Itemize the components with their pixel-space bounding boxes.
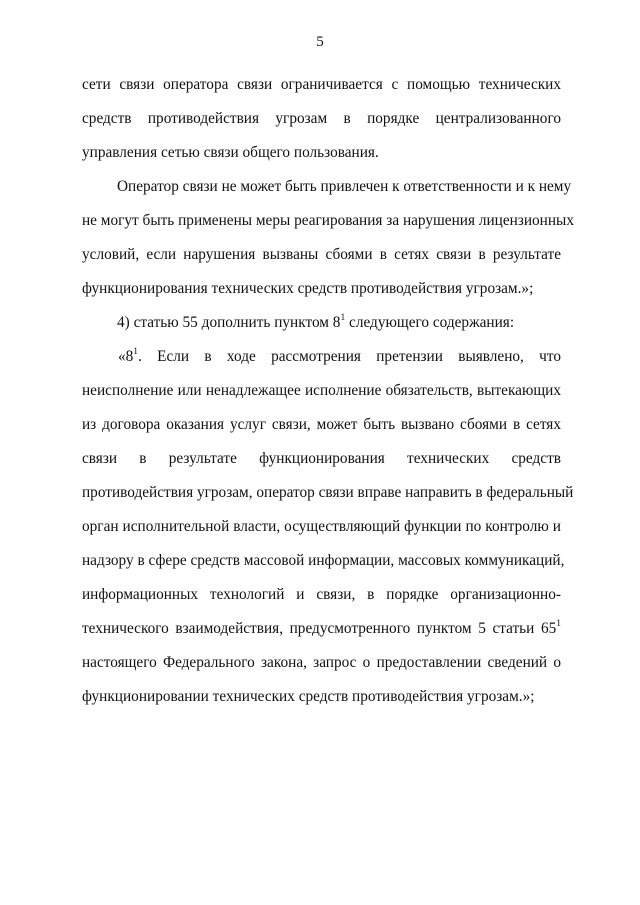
superscript: 1 <box>340 312 346 323</box>
text-line: управления сетью связи общего пользования. <box>82 144 379 161</box>
page-number: 5 <box>316 34 324 50</box>
text-segment: технического взаимодействия, предусмотренного пунктом 5 статьи 65 <box>82 620 557 637</box>
text-line: сети связи оператора связи ограничивается с помощью технических <box>82 76 561 93</box>
text-line: условий, если нарушения вызваны сбоями в сетях связи в результате <box>82 246 561 263</box>
amendment-item <box>117 314 561 332</box>
text-line: Оператор связи не может быть привлечен к ответственности и к нему <box>117 178 572 195</box>
text-line: настоящего Федерального закона, запрос о предоставлении сведений о <box>82 654 561 671</box>
text-segment: 4) статью 55 дополнить пунктом 8 <box>117 314 341 331</box>
text-segment: . Если в ходе рассмотрения претензии выявлено, что <box>138 348 561 365</box>
text-segment: «8 <box>118 348 134 365</box>
text-line: неисполнение или ненадлежащее исполнение обязательств, вытекающих <box>82 382 561 399</box>
text-line: противодействия угрозам, оператор связи вправе направить в федеральный <box>82 484 574 501</box>
text-line: функционирования технических средств противодействия угрозам.»; <box>82 280 534 297</box>
text-line: информационных технологий и связи, в порядке организационно- <box>82 586 561 603</box>
text-line: из договора оказания услуг связи, может быть вызвано сбоями в сетях <box>82 416 561 433</box>
quoted-clause-start <box>118 348 561 366</box>
text-line <box>82 620 561 638</box>
text-line: не могут быть применены меры реагирования за нарушения лицензионных <box>82 212 574 229</box>
text-line: функционировании технических средств противодействия угрозам.»; <box>82 688 535 705</box>
text-line: надзору в сфере средств массовой информации, массовых коммуникаций, <box>82 552 565 569</box>
text-segment: следующего содержания: <box>345 314 515 331</box>
text-line: средств противодействия угрозам в порядке централизованного <box>82 110 561 127</box>
text-line: связи в результате функционирования технических средств <box>82 450 561 467</box>
superscript: 1 <box>133 346 139 357</box>
text-line: орган исполнительной власти, осуществляющий функции по контролю и <box>82 518 561 535</box>
superscript: 1 <box>556 618 561 629</box>
